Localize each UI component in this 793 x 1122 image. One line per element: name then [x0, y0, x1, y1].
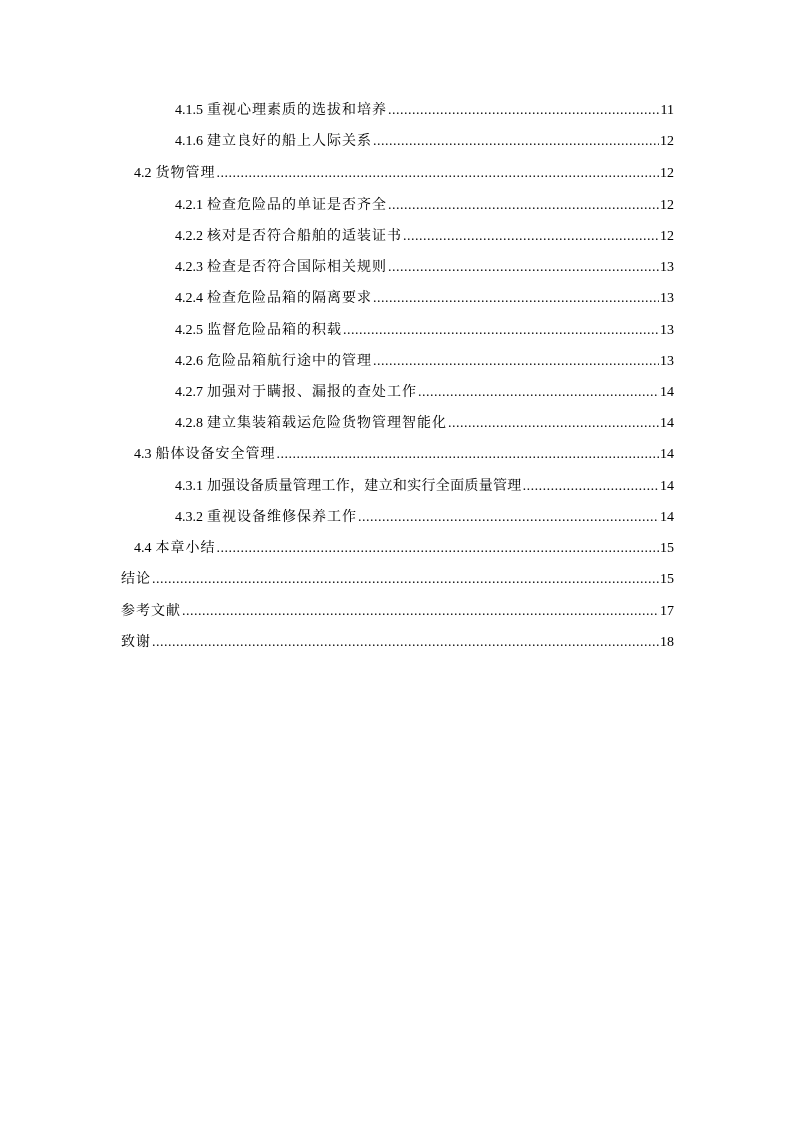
- toc-entry-page: 13: [660, 354, 674, 369]
- toc-entry-title: 建立集装箱载运危险货物管理智能化: [207, 415, 447, 431]
- toc-entry-number: 4.1.5: [175, 103, 203, 118]
- toc-entry-conclusion[interactable]: [121, 568, 674, 590]
- toc-entry-page: 17: [660, 604, 674, 619]
- toc-entry-acknowledgements[interactable]: [121, 631, 674, 653]
- toc-entry-page: 13: [660, 260, 674, 275]
- toc-entry-title: 参考文献: [121, 603, 181, 619]
- toc-entry-number: 4.3.2: [175, 510, 203, 525]
- toc-leader-dots: [448, 413, 659, 435]
- toc-entry-4-1-5[interactable]: [175, 99, 674, 121]
- toc-entry-4-2-1[interactable]: [175, 194, 674, 216]
- toc-leader-dots: [277, 444, 660, 466]
- toc-entry-number: 4.4: [134, 541, 152, 556]
- toc-leader-dots: [373, 131, 659, 153]
- toc-entry-title: 船体设备安全管理: [155, 446, 276, 462]
- toc-entry-title: 重视心理素质的选拔和培养: [207, 102, 387, 118]
- toc-leader-dots: [388, 257, 659, 279]
- toc-leader-dots: [182, 601, 659, 623]
- toc-entry-4-3-1[interactable]: [175, 475, 674, 497]
- toc-entry-page: 13: [660, 291, 674, 306]
- toc-entry-4-2-6[interactable]: [175, 350, 674, 372]
- toc-entry-references[interactable]: [121, 600, 674, 622]
- toc-entry-page: 18: [660, 635, 674, 650]
- toc-entry-page: 14: [660, 416, 674, 431]
- toc-entry-number: 4.1.6: [175, 134, 203, 149]
- toc-entry-4-3-2[interactable]: [175, 506, 674, 528]
- toc-leader-dots: [373, 351, 659, 373]
- toc-leader-dots: [373, 288, 659, 310]
- toc-entry-4-2[interactable]: [134, 162, 674, 184]
- toc-entry-page: 14: [660, 510, 674, 525]
- toc-entry-title: 检查危险品的单证是否齐全: [207, 197, 387, 213]
- toc-entry-number: 4.2.1: [175, 198, 203, 213]
- toc-entry-number: 4.3: [134, 447, 152, 462]
- toc-entry-title: 重视设备维修保养工作: [207, 509, 357, 525]
- toc-entry-4-2-5[interactable]: [175, 319, 674, 341]
- toc-entry-number: 4.3.1: [175, 479, 203, 494]
- toc-entry-title: 监督危险品箱的积载: [207, 322, 342, 338]
- toc-entry-page: 12: [660, 198, 674, 213]
- toc-entry-4-2-4[interactable]: [175, 287, 674, 309]
- toc-entry-number: 4.2: [134, 166, 152, 181]
- toc-leader-dots: [523, 476, 659, 498]
- toc-entry-4-3[interactable]: [134, 443, 674, 465]
- toc-leader-dots: [152, 569, 659, 591]
- toc-leader-dots: [388, 100, 660, 122]
- toc-entry-page: 14: [660, 447, 674, 462]
- toc-entry-4-2-3[interactable]: [175, 256, 674, 278]
- toc-entry-title: 结论: [121, 571, 151, 587]
- toc-entry-page: 15: [660, 572, 674, 587]
- toc-entry-number: 4.2.6: [175, 354, 203, 369]
- toc-entry-page: 12: [660, 166, 674, 181]
- toc-entry-number: 4.2.5: [175, 323, 203, 338]
- toc-entry-page: 13: [660, 323, 674, 338]
- toc-entry-4-2-2[interactable]: [175, 225, 674, 247]
- toc-entry-number: 4.2.8: [175, 416, 203, 431]
- toc-entry-number: 4.2.3: [175, 260, 203, 275]
- toc-entry-title: 加强对于瞒报、漏报的查处工作: [207, 384, 417, 400]
- toc-leader-dots: [217, 163, 660, 185]
- toc-entry-title: 致谢: [121, 634, 151, 650]
- toc-entry-title: 危险品箱航行途中的管理: [207, 353, 372, 369]
- toc-entry-title: 核对是否符合船舶的适装证书: [207, 228, 402, 244]
- toc-leader-dots: [403, 226, 659, 248]
- toc-entry-title: 本章小结: [155, 540, 216, 556]
- toc-entry-number: 4.2.2: [175, 229, 203, 244]
- toc-entry-page: 11: [660, 103, 674, 118]
- toc-entry-4-2-7[interactable]: [175, 381, 674, 403]
- toc-leader-dots: [388, 195, 659, 217]
- toc-leader-dots: [418, 382, 659, 404]
- toc-entry-page: 14: [660, 385, 674, 400]
- toc-leader-dots: [343, 320, 659, 342]
- toc-leader-dots: [152, 632, 659, 654]
- toc-entry-title: 货物管理: [155, 165, 216, 181]
- toc-entry-title: 建立良好的船上人际关系: [207, 133, 372, 149]
- toc-entry-title: 检查是否符合国际相关规则: [207, 259, 387, 275]
- toc-entry-4-4[interactable]: [134, 537, 674, 559]
- toc-entry-page: 12: [660, 229, 674, 244]
- toc-entry-title: 检查危险品箱的隔离要求: [207, 290, 372, 306]
- toc-entry-number: 4.2.7: [175, 385, 203, 400]
- toc-leader-dots: [358, 507, 659, 529]
- toc-entry-title: 加强设备质量管理工作，建立和实行全面质量管理: [207, 478, 522, 494]
- toc-entry-4-1-6[interactable]: [175, 130, 674, 152]
- toc-entry-number: 4.2.4: [175, 291, 203, 306]
- toc-entry-page: 15: [660, 541, 674, 556]
- toc-entry-page: 14: [660, 479, 674, 494]
- toc-entry-4-2-8[interactable]: [175, 412, 674, 434]
- toc-leader-dots: [217, 538, 660, 560]
- toc-entry-page: 12: [660, 134, 674, 149]
